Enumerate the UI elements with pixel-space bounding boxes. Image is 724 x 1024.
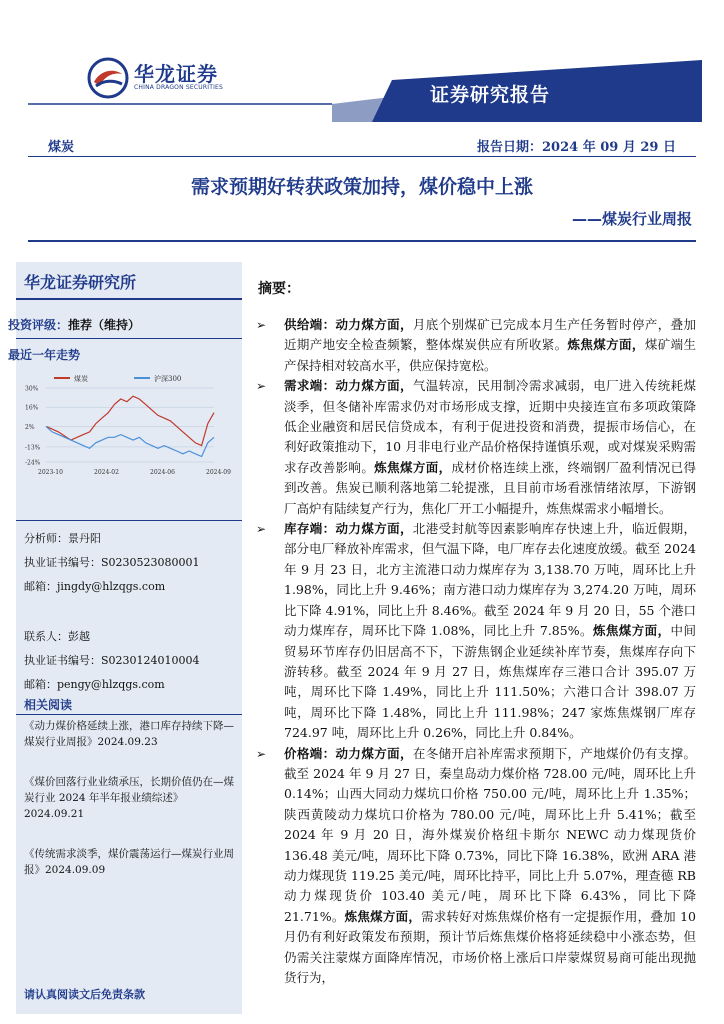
related-link[interactable]: 《动力煤价格延续上涨，港口库存持续下降—煤炭行业周报》2024.09.23 (24, 720, 234, 748)
banner-title: 证券研究报告 (430, 84, 551, 106)
related-reading-title: 相关阅读 (24, 698, 73, 712)
bullet-text: 供给端：动力煤方面，月底个别煤矿已完成本月生产任务暂时停产，叠加近期产地安全检查频繁，整体煤炭供应有所收紧。炼焦煤方面，煤矿端生产保持相对较高水平，供应保持宽松。 (284, 317, 696, 373)
bullet-arrow-icon: ➢ (256, 522, 267, 537)
bullet-arrow-icon: ➢ (256, 379, 267, 394)
abstract-bullet (254, 519, 696, 743)
legend-label: 沪深300 (154, 375, 182, 383)
related-link[interactable]: 《传统需求淡季，煤价震荡运行—煤炭行业周报》2024.09.09 (24, 848, 234, 876)
y-tick-label: -13% (25, 444, 41, 452)
divider (16, 338, 242, 339)
abstract-bullet (254, 315, 696, 376)
x-tick-label: 2024-09 (206, 469, 231, 476)
trend-chart (24, 370, 231, 480)
dragon-logo-icon (86, 56, 130, 100)
y-tick-label: 16% (25, 404, 39, 412)
divider (16, 520, 242, 521)
abstract-title: 摘要： (258, 281, 300, 297)
abstract-bullet (254, 376, 696, 519)
company-logo (86, 56, 246, 100)
analyst-name: 分析师：景丹阳 (24, 532, 101, 545)
divider (28, 156, 696, 157)
related-link[interactable]: 《煤价回落行业业绩承压，长期价值仍在—煤炭行业 2024 年半年报业绩综述》2024.09.21 (24, 776, 234, 820)
logo-subtitle: CHINA DRAGON SECURITIES (134, 84, 224, 91)
legend-label: 煤炭 (74, 375, 88, 383)
investment-rating (8, 316, 140, 333)
y-tick-label: 2% (25, 423, 35, 431)
series-line (46, 426, 214, 456)
report-date: 报告日期：2024 年 09 月 29 日 (477, 140, 676, 155)
divider (16, 714, 242, 715)
bullet-text: 需求端：动力煤方面，气温转凉，民用制冷需求减弱，电厂进入传统耗煤淡季，但冬储补库需求仍对市场形成支撑，近期中央接连宣布多项政策降低企业融资和居民信贷成本，有利于促进投资和消费，提振市场信心，在利好政策推动下，10 月非电行业产品价格保持谨慎乐观，或对煤炭采购需求存改善影响。炼焦煤方面，成材价格连续上涨，终端钢厂盈利情况已得到改善。焦炭已顺利落地第二轮提涨，且目前市场看涨情绪浓厚，下游钢厂高炉有陆续复产行为，焦化厂开工小幅提升，炼焦煤需求小幅增长。 (284, 378, 696, 516)
x-tick-label: 2023-10 (38, 469, 63, 476)
contact-cert: 执业证书编号：S0230124010004 (24, 654, 200, 667)
trend-title: 最近一年走势 (8, 348, 81, 362)
x-tick-label: 2024-02 (94, 469, 119, 476)
bullet-arrow-icon: ➢ (256, 746, 267, 761)
rating-value: 推荐（维持） (68, 318, 141, 332)
x-tick-label: 2024-06 (150, 469, 175, 476)
logo-name: 华龙证券 (134, 62, 218, 86)
report-subtitle: ——煤炭行业周报 (571, 210, 692, 228)
disclaimer: 请认真阅读文后免责条款 (24, 988, 145, 1001)
analyst-email[interactable]: 邮箱：jingdy@hlzqgs.com (24, 580, 166, 593)
y-tick-label: 30% (25, 385, 39, 393)
abstract-body (254, 315, 696, 988)
sector-label: 煤炭 (48, 140, 75, 155)
contact-email[interactable]: 邮箱：pengy@hlzqgs.com (24, 678, 165, 691)
divider (16, 298, 242, 300)
bullet-text: 库存端：动力煤方面，北港受封航等因素影响库存快速上升，临近假期，部分电厂释放补库需求，但气温下降，电厂库存去化速度放缓。截至 2024 年 9 月 23 日，北方主流港口动力煤库存为 3,138.70 万吨，周环比上升 1.98%，同比上升 9.46%；南方港口动力煤库存为 3,274.20 万吨，周环比下降 4.91%，同比上升 8.46%。截至 2024 年 9 月 20 日，55 个港口动力煤库存，周环比下降 1.08%，同比上升 7.85%。炼焦煤方面，中间贸易环节库存仍旧居高不下，下游焦钢企业延续补库节奏，焦煤库存向下游转移。截至 2024 年 9 月 27 日，炼焦煤库存三港口合计 395.07 万吨，周环比下降 1.49%，同比上升 111.50%；六港口合计 398.07 万吨，周环比下降 1.48%，同比上升 111.98%；247 家炼焦煤钢厂库存 724.97 吨，周环比上升 0.26%，同比上升 0.84%。 (284, 521, 696, 741)
contact-name: 联系人：彭越 (24, 630, 90, 643)
bullet-text: 价格端：动力煤方面，在冬储开启补库需求预期下，产地煤价仍有支撑。截至 2024 年 9 月 27 日，秦皇岛动力煤价格 728.00 元/吨，周环比上升 0.14%；山西大同动力煤坑口价格 750.00 元/吨，周环比上升 1.35%；陕西黄陵动力煤坑口价格为 780.00 元/吨，周环比上升 5.41%；截至 2024 年 9 月 20 日，海外煤炭价格纽卡斯尔 NEWC 动力煤现货价 136.48 美元/吨，周环比下降 0.73%，同比下降 16.38%，欧洲 ARA 港动力煤现货 119.25 美元/吨，周环比持平，同比上升 5.07%，理查德 RB 动力煤现货价 103.40 美元/吨，周环比下降 6.43%，同比下降 21.71%。炼焦煤方面，需求转好对炼焦煤价格有一定提振作用，叠加 10 月仍有利好政策发布预期，预计节后炼焦煤价格将延续稳中小涨态势，但仍需关注蒙煤方面降库情况，市场价格上涨后口岸蒙煤贸易商可能出现抛货行为， (284, 745, 696, 985)
divider (28, 240, 696, 242)
bullet-arrow-icon: ➢ (256, 318, 267, 332)
institute-name: 华龙证券研究所 (24, 273, 137, 292)
y-tick-label: -24% (25, 459, 41, 467)
abstract-bullet (254, 744, 696, 989)
report-title: 需求预期好转获政策加持，煤价稳中上涨 (190, 176, 533, 198)
rating-label: 投资评级： (8, 318, 69, 332)
analyst-cert: 执业证书编号：S0230523080001 (24, 556, 200, 569)
